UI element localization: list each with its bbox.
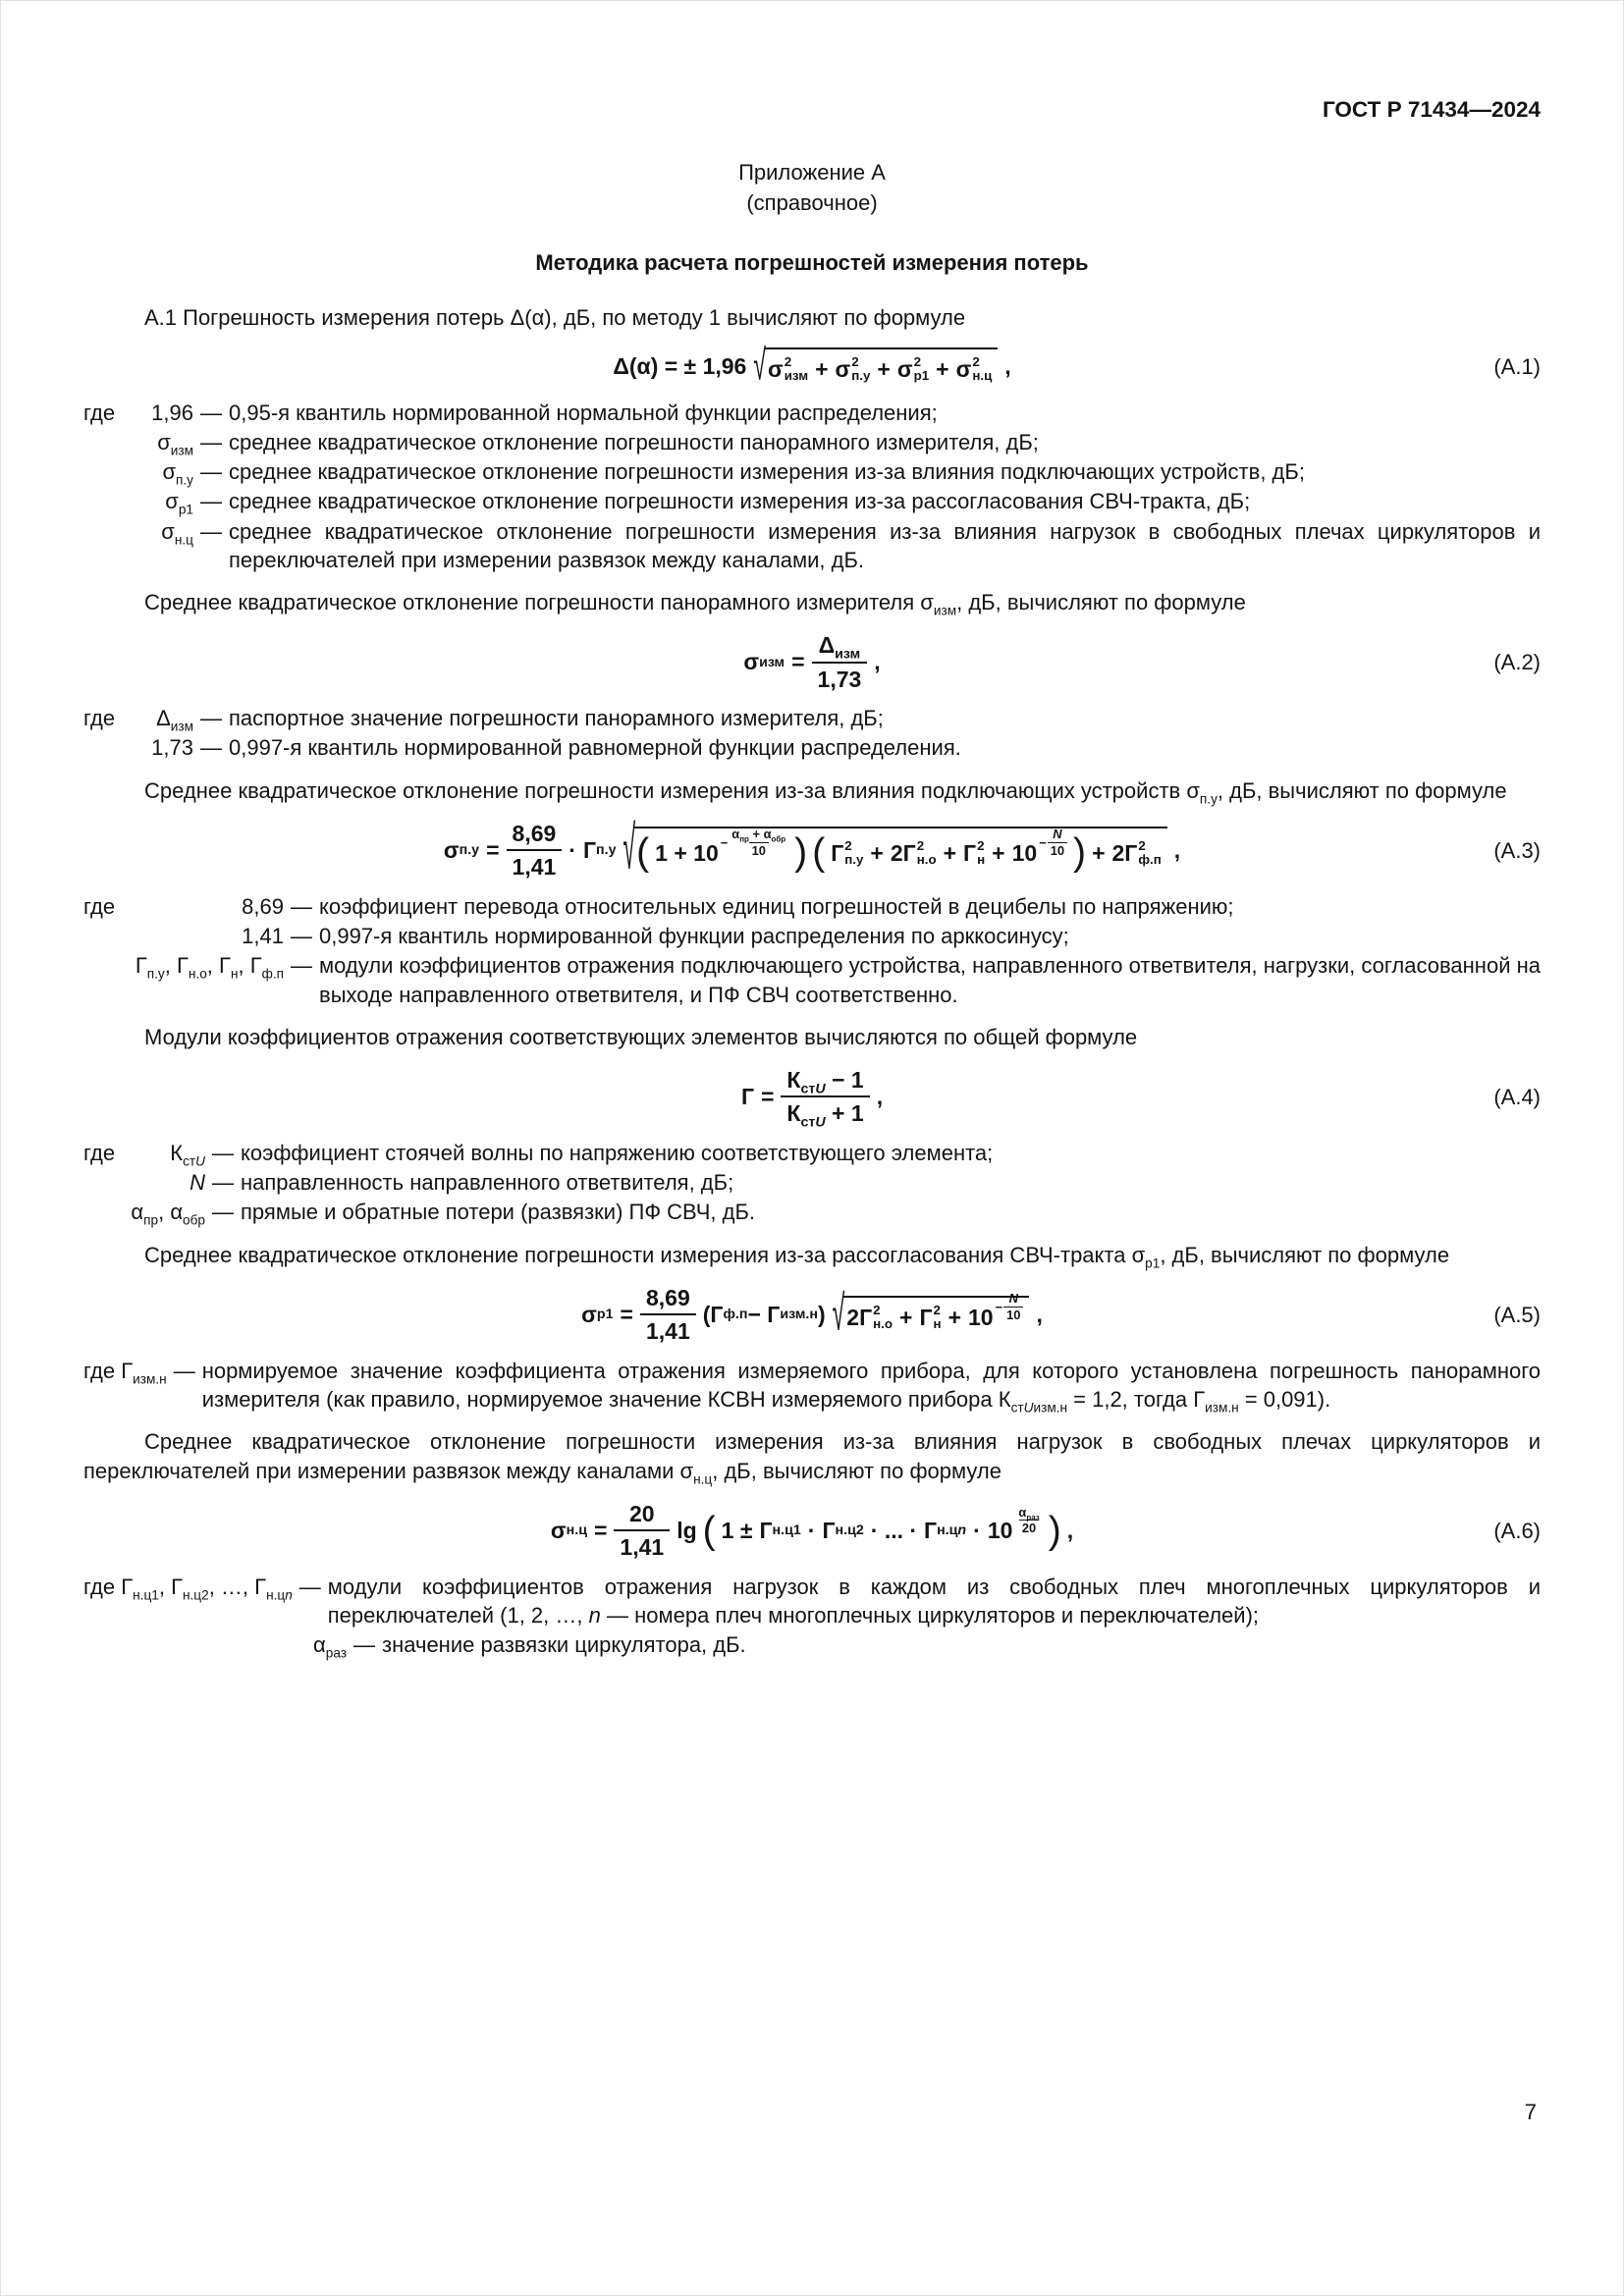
formula-body: σ н.ц = $\frac{20}{1,41}$ lg ( 1 ± Г н.ц1 · Г н.ц2 · ... · Г н.цn · 10 $\alpha_{раз}$ 20 ) ,: [550, 1500, 1074, 1561]
term: 8,69: [242, 893, 284, 919]
definition-row: где $\Delta_{изм}$ — паспортное значение погрешности панорамного измерителя, дБ;: [83, 704, 1541, 732]
term: $К_{стU}$: [170, 1140, 205, 1169]
formula-a3: [83, 812, 1542, 882]
fraction: $\frac{8,69}{1,41}$: [507, 821, 563, 881]
paragraph-a1: А.1 Погрешность измерения потерь Δ(α), дБ, по методу 1 вычисляют по формуле: [144, 304, 966, 330]
dash: —: [200, 459, 222, 484]
sigma-izm: σ изм: [743, 649, 785, 675]
term-description: нормируемое значение коэффициента отражения измеряемого прибора, для которого установлена погрешность панорамного измерителя (как правило, нормируемое значение КСВН измеряемого прибора $К_{стUизм.н} = 1,2$, тогда $Г_{изм.н} = 0,091$).: [201, 1358, 1541, 1415]
sigma-nc: σ н.ц: [550, 1517, 587, 1543]
lg-function: lg: [677, 1517, 697, 1543]
paragraph-sigma-pu: Среднее квадратическое отклонение погрешности измерения из-за влияния подключающих устройств $\sigma_{п.у}$, дБ, вычисляют по формуле: [144, 777, 1507, 807]
term: 1,73: [151, 735, 193, 761]
dash: —: [291, 893, 312, 919]
term-description: среднее квадратическое отклонение погрешности измерения из-за рассогласования СВЧ-тракта, дБ;: [229, 489, 1251, 514]
operator: +: [870, 839, 884, 866]
term-description: модули коэффициентов отражения нагрузок в каждом из свободных плеч многоплечных циркуляторов и переключателей (1, 2, …, n — номера плеч многоплечных циркуляторов и переключателей);: [327, 1574, 1541, 1628]
term-description: паспортное значение погрешности панорамного измерителя, дБ;: [229, 706, 884, 731]
sigma-term: σ 2 н.ц: [955, 354, 993, 384]
paragraph-sigma-p1: Среднее квадратическое отклонение погрешности измерения из-за рассогласования СВЧ-тракта $\sigma_{р1}$, дБ, вычисляют по формуле: [144, 1242, 1450, 1271]
term-description: среднее квадратическое отклонение погрешности измерения из-за влияния нагрузок в свободных плечах циркуляторов и переключателей при измерении развязок между каналами, дБ.: [229, 518, 1541, 572]
operator: +: [936, 355, 949, 382]
operator: =: [760, 1084, 775, 1110]
formula-body: σ п.у = $\frac{8,69}{1,41}$ · Г п.у √ ( 1 + 10 − $\alpha_{пр} + \alpha_{обр}$ 10 ) ( Г 2 п.у + 2 Г 2 н.о + Г 2 н + 10 − $\frac{N}{10}$ ) + 2 Г 2 ф.п ,: [444, 821, 1180, 881]
gamma-pu: Г п.у: [582, 837, 617, 864]
term: $\Delta_{изм}$: [156, 706, 193, 734]
gamma-term: Г 2 н: [963, 837, 986, 867]
operator: =: [486, 837, 500, 864]
term: N: [189, 1170, 205, 1196]
sigma-p1: σ р1: [581, 1302, 614, 1328]
gamma-load: Г н.ц1: [759, 1517, 801, 1543]
formula-a5: [83, 1285, 1541, 1345]
definition-row: [83, 1573, 1541, 1630]
definition-row: где 1,96 — 0,95-я квантиль нормированной нормальной функции распределения;: [83, 399, 1541, 427]
definition-row: где $К_{стU}$ — коэффициент стоячей волны по напряжению соответствующего элемента;: [83, 1139, 1541, 1167]
formula-body: Δ(α) = ± 1,96 √ σ 2 изм + σ 2 п.у + σ 2 р1 + σ 2 н.ц ,: [613, 347, 1010, 387]
paragraph-sigma-izm: Среднее квадратическое отклонение погрешности панорамного измерителя $\sigma_{изм}$, дБ, вычисляют по формуле: [144, 590, 1246, 618]
appendix-kind: (справочное): [746, 190, 878, 216]
equation-number-a3: (А.3): [1493, 837, 1542, 863]
operator: +: [992, 839, 1005, 866]
formula-body: σ изм = $\frac{\Delta_{изм}}{1,73}$ ,: [743, 632, 881, 692]
term-description: коэффициент перевода относительных единиц погрешностей в децибелы по напряжению;: [319, 893, 1234, 919]
fraction: $\frac{8,69}{1,41}$: [640, 1285, 696, 1345]
operator: ·: [973, 1517, 981, 1543]
power-term: 10 $\alpha_{раз}$ 20: [987, 1504, 1040, 1543]
dash: —: [200, 518, 222, 544]
dash: —: [212, 1170, 234, 1196]
equation-number-a5: (А.5): [1493, 1302, 1541, 1327]
appendix-label: Приложение А: [738, 159, 886, 185]
term: $Г_{п.у}$, $Г_{н.о}$, $Г_н$, $Г_{ф.п}$: [135, 953, 284, 982]
square-root: √ ( 1 + 10 − $\alpha_{пр} + \alpha_{обр}$ 10 ) ( Г 2 п.у + 2 Г 2 н.о + Г 2 н + 10 − $\frac{N}{10}$ ) + 2 Г 2 ф.п: [623, 827, 1167, 874]
doc-number: ГОСТ Р 71434—2024: [1322, 97, 1541, 122]
equation-number-a1: (А.1): [1493, 354, 1542, 380]
dash: —: [200, 489, 222, 514]
operator: +: [877, 355, 891, 382]
equation-number-a4: (А.4): [1493, 1084, 1542, 1109]
definition-row: [83, 428, 1541, 456]
sigma-term: σ 2 п.у: [835, 354, 871, 384]
gamma-load: Г н.цn: [924, 1517, 967, 1543]
dash: —: [291, 924, 312, 948]
operator: =: [620, 1302, 633, 1328]
dash: —: [298, 1574, 321, 1599]
dash: —: [212, 1200, 234, 1225]
definition-row: [83, 487, 1541, 515]
definition-row: [83, 457, 1541, 486]
operator: +: [947, 1304, 961, 1330]
operator: +: [943, 839, 957, 866]
radical-sign: √: [832, 1284, 845, 1341]
formula-a1: [83, 341, 1542, 390]
definition-row: [83, 517, 1541, 575]
definition-row: где 8,69 — коэффициент перевода относительных единиц погрешностей в децибелы по напряжению;: [83, 892, 1541, 921]
term: $\sigma_{н.ц}$: [161, 518, 193, 547]
dash: —: [173, 1358, 195, 1383]
equation-number-a2: (А.2): [1493, 650, 1542, 675]
term-description: значение развязки циркулятора, дБ.: [382, 1632, 746, 1658]
fraction: $\frac{К_{стU} - 1}{К_{стU} + 1}$: [781, 1067, 869, 1127]
formula-body: σ р1 = $\frac{8,69}{1,41}$ (Г ф.п − Г изм.н ) √ 2 Г 2 н.о + Г 2 н + 10 − $\frac{N}{10}$ ,: [581, 1285, 1043, 1345]
term: $\sigma_{р1}$: [165, 489, 193, 517]
term: 1,41: [242, 924, 284, 948]
definitions-a4: [83, 1139, 1541, 1227]
term: $\alpha_{раз}$: [313, 1632, 347, 1661]
paragraph-sigma-nc: Среднее квадратическое отклонение погрешности измерения из-за влияния нагрузок в свободных плечах циркуляторов и переключателей при измерении развязок между каналами $\sigma_{н.ц}$, дБ, вычисляют по формуле: [83, 1429, 1541, 1486]
operator: =: [791, 649, 805, 675]
definitions-a3: [83, 892, 1541, 1009]
section-title: Методика расчета погрешностей измерения потерь: [535, 250, 1089, 276]
operator: =: [593, 1517, 608, 1543]
sigma-term: σ 2 р1: [896, 354, 930, 384]
dash: —: [200, 735, 222, 761]
definitions-a2: [83, 704, 1541, 763]
definition-row: [83, 951, 1541, 1009]
term-description: среднее квадратическое отклонение погрешности измерения из-за влияния подключающих устройств, дБ;: [229, 459, 1305, 484]
operator: +: [899, 1304, 913, 1330]
term: где $Г_{н.ц1}$, $Г_{н.ц2}$, …, $Г_{н.цn}$: [83, 1574, 293, 1603]
sigma-term: σ 2 изм: [767, 354, 809, 384]
power-term: 10 − $\frac{N}{10}$: [1012, 838, 1067, 869]
dash: —: [291, 953, 312, 979]
term-description: коэффициент стоячей волны по напряжению соответствующего элемента;: [241, 1140, 994, 1165]
gamma-term: 2 Г 2 н.о: [846, 1302, 893, 1331]
dash: —: [353, 1632, 375, 1658]
formula-a4: [83, 1067, 1542, 1132]
term: $\sigma_{изм}$: [157, 429, 193, 458]
term: $\alpha_{пр}$, $\alpha_{обр}$: [131, 1200, 205, 1228]
operator: +: [815, 355, 829, 382]
term-description: 0,997-я квантиль нормированной равномерной функции распределения.: [229, 735, 961, 761]
definition-row: [83, 1630, 1541, 1659]
gamma-term: 2 Г 2 ф.п: [1111, 837, 1162, 867]
gamma-difference: (Г ф.п − Г изм.н ): [702, 1302, 826, 1328]
gamma-load: Г н.ц2: [822, 1517, 864, 1543]
definitions-a6: [83, 1573, 1541, 1660]
sigma-pu: σ п.у: [443, 837, 480, 864]
gamma-term: Г 2 п.у: [831, 837, 864, 867]
square-root: [753, 341, 998, 390]
formula-a2: [83, 632, 1541, 692]
fraction: $\frac{20}{1,41}$: [614, 1501, 670, 1561]
definition-row: [83, 1198, 1541, 1226]
definition-row: [83, 733, 1541, 762]
term: где $Г_{изм.н}$: [83, 1358, 167, 1387]
page-number: 7: [1524, 2099, 1537, 2124]
term-description: прямые и обратные потери (развязки) ПФ СВЧ, дБ.: [241, 1200, 756, 1225]
gamma-term: 2 Г 2 н.о: [890, 837, 937, 867]
term-description: среднее квадратическое отклонение погрешности панорамного измерителя, дБ;: [229, 429, 1039, 454]
operator: +: [1092, 839, 1106, 866]
definitions-a1: [83, 399, 1541, 575]
term-description: модули коэффициентов отражения подключающего устройства, направленного ответвителя, нагрузки, согласованной на выходе направленного ответвителя, и ПФ СВЧ соответственно.: [319, 953, 1541, 1007]
term-description: 0,997-я квантиль нормированной функции распределения по арккосинусу;: [319, 924, 1069, 948]
term: $\sigma_{п.у}$: [162, 459, 193, 488]
definition-row: [83, 922, 1541, 950]
operator: ·: [568, 837, 576, 864]
formula-a6: [83, 1501, 1541, 1561]
dash: —: [200, 429, 222, 454]
radical-sign: √: [753, 341, 766, 390]
power-term: 1 + 10 − $\alpha_{пр} + \alpha_{обр}$ 10: [655, 827, 786, 866]
square-root: [832, 1284, 1030, 1341]
dash: —: [212, 1140, 234, 1165]
power-term: 10 − $\frac{N}{10}$: [968, 1303, 1023, 1333]
term: 1,96: [151, 400, 193, 425]
dash: —: [200, 400, 222, 425]
equation-number-a6: (А.6): [1493, 1518, 1542, 1543]
dash: —: [200, 706, 222, 731]
gamma-term: Г 2 н: [919, 1302, 942, 1331]
formula-body: Г = $\frac{К_{стU} - 1}{К_{стU} + 1}$ ,: [740, 1067, 884, 1132]
term-description: 0,95-я квантиль нормированной нормальной функции распределения;: [229, 400, 938, 425]
term-description: направленность направленного ответвителя, дБ;: [241, 1170, 734, 1196]
operator: ·: [807, 1517, 816, 1543]
gamma: Г: [740, 1084, 754, 1110]
fraction: $\frac{\Delta_{изм}}{1,73}$: [812, 632, 868, 692]
definition-row: [83, 1357, 1541, 1415]
definition-row: [83, 1168, 1541, 1197]
operator: · ... ·: [870, 1517, 918, 1543]
formula-lhs: Δ(α) = ± 1,96: [613, 353, 747, 380]
radical-sign: √: [623, 812, 636, 882]
paragraph-modules: Модули коэффициентов отражения соответствующих элементов вычисляются по общей формуле: [144, 1024, 1138, 1049]
definitions-a5: [83, 1357, 1541, 1415]
